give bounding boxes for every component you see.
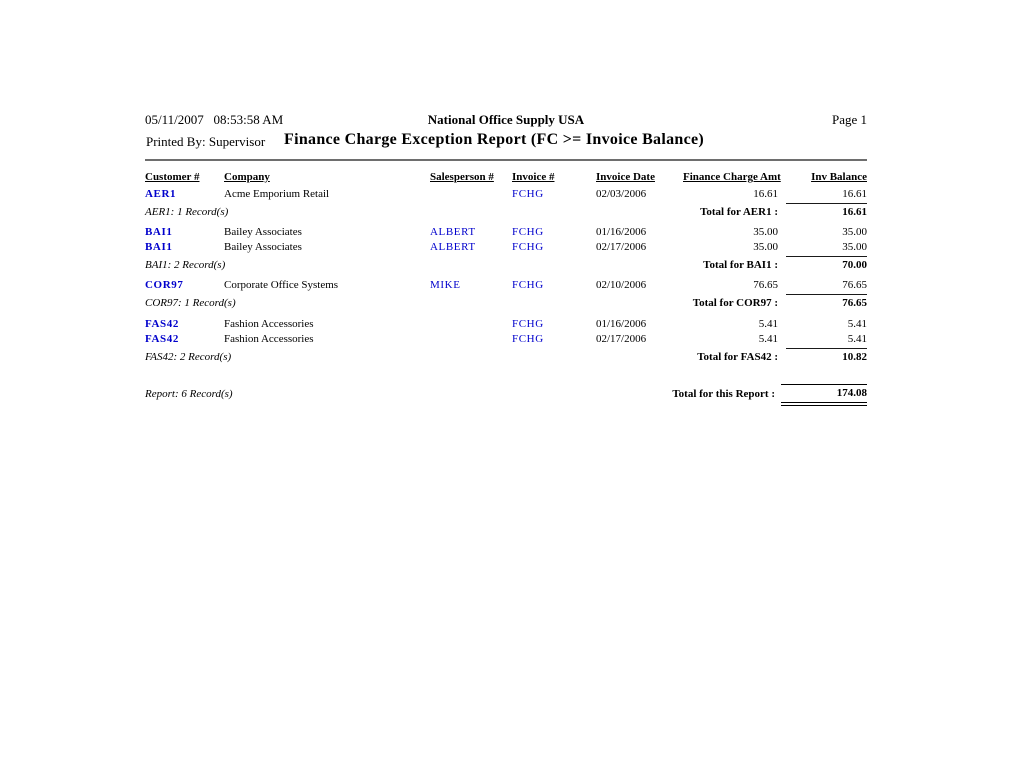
customer-code-link[interactable]: BAI1: [145, 226, 173, 238]
group-record-count: AER1: 1 Record(s): [145, 206, 229, 218]
company-cell: Fashion Accessories: [224, 333, 314, 345]
report-total-label: Total for this Report :: [672, 388, 775, 400]
inv-balance-cell: 35.00: [842, 241, 867, 253]
group-footer-aer1: [145, 203, 867, 218]
customer-code-link[interactable]: FAS42: [145, 318, 179, 330]
group-total-value: 16.61: [786, 203, 867, 218]
column-header-finance-charge: Finance Charge Amt: [683, 171, 781, 183]
inv-balance-cell: 76.65: [842, 279, 867, 291]
column-header-row: [145, 171, 867, 186]
page-number: Page 1: [831, 112, 867, 127]
finance-charge-cell: 5.41: [758, 333, 778, 345]
customer-code-link[interactable]: AER1: [145, 188, 177, 200]
organization-name: National Office Supply USA: [427, 112, 585, 127]
invoice-link[interactable]: FCHG: [512, 318, 544, 330]
inv-balance-cell: 5.41: [847, 333, 867, 345]
report-body: [145, 0, 867, 440]
inv-balance-cell: 16.61: [842, 188, 867, 200]
print-datetime: 05/11/2007 08:53:58 AM: [145, 112, 284, 127]
printed-by-label: Printed By: Supervisor: [146, 134, 266, 149]
invoice-link[interactable]: FCHG: [512, 241, 544, 253]
column-header-invoice-date: Invoice Date: [596, 171, 655, 183]
company-cell: Bailey Associates: [224, 226, 302, 238]
invoice-date-cell: 02/10/2006: [596, 279, 647, 291]
group-record-count: BAI1: 2 Record(s): [145, 259, 226, 271]
invoice-link[interactable]: FCHG: [512, 333, 544, 345]
customer-code-link[interactable]: FAS42: [145, 333, 179, 345]
group-footer-fas42: [145, 348, 867, 363]
column-header-company: Company: [224, 171, 270, 183]
finance-charge-cell: 35.00: [753, 241, 778, 253]
group-total-label: Total for BAI1 :: [703, 259, 778, 271]
salesperson-link[interactable]: MIKE: [430, 279, 461, 291]
report-total-value: 174.08: [836, 387, 867, 399]
salesperson-link[interactable]: ALBERT: [430, 241, 476, 253]
group-footer-cor97: [145, 294, 867, 309]
finance-charge-cell: 76.65: [753, 279, 778, 291]
company-cell: Acme Emporium Retail: [224, 188, 330, 200]
invoice-row: [145, 241, 867, 256]
group-record-count: FAS42: 2 Record(s): [145, 351, 232, 363]
invoice-date-cell: 01/16/2006: [596, 318, 647, 330]
finance-charge-cell: 35.00: [753, 226, 778, 238]
inv-balance-cell: 5.41: [847, 318, 867, 330]
group-total-label: Total for FAS42 :: [697, 351, 778, 363]
report-title: Finance Charge Exception Report (FC >= Invoice Balance): [284, 131, 705, 148]
inv-balance-cell: 35.00: [842, 226, 867, 238]
customer-code-link[interactable]: COR97: [145, 279, 184, 291]
group-record-count: COR97: 1 Record(s): [145, 297, 236, 309]
report-total-box: [781, 384, 867, 406]
invoice-link[interactable]: FCHG: [512, 279, 544, 291]
invoice-row: [145, 188, 867, 203]
invoice-link[interactable]: FCHG: [512, 188, 544, 200]
column-header-invoice: Invoice #: [512, 171, 555, 183]
group-footer-bai1: [145, 256, 867, 271]
column-header-salesperson: Salesperson #: [430, 171, 494, 183]
finance-charge-cell: 5.41: [758, 318, 778, 330]
invoice-link[interactable]: FCHG: [512, 226, 544, 238]
company-cell: Fashion Accessories: [224, 318, 314, 330]
group-total-value: 70.00: [786, 256, 867, 271]
invoice-row: [145, 333, 867, 348]
group-total-label: Total for COR97 :: [692, 297, 778, 309]
salesperson-link[interactable]: ALBERT: [430, 226, 476, 238]
header-divider-rule: [145, 159, 867, 161]
group-total-value: 76.65: [786, 294, 867, 309]
invoice-date-cell: 02/03/2006: [596, 188, 647, 200]
group-total-label: Total for AER1 :: [700, 206, 778, 218]
invoice-date-cell: 02/17/2006: [596, 333, 647, 345]
company-cell: Bailey Associates: [224, 241, 302, 253]
report-total-double-underline: [781, 402, 867, 406]
finance-charge-cell: 16.61: [753, 188, 778, 200]
company-cell: Corporate Office Systems: [224, 279, 339, 291]
invoice-row: [145, 226, 867, 241]
report-record-count: Report: 6 Record(s): [145, 388, 233, 400]
invoice-date-cell: 01/16/2006: [596, 226, 647, 238]
column-header-inv-balance: Inv Balance: [811, 171, 867, 183]
invoice-row: [145, 279, 867, 294]
invoice-date-cell: 02/17/2006: [596, 241, 647, 253]
group-total-value: 10.82: [786, 348, 867, 363]
invoice-row: [145, 318, 867, 333]
customer-code-link[interactable]: BAI1: [145, 241, 173, 253]
column-header-customer: Customer #: [145, 171, 200, 183]
